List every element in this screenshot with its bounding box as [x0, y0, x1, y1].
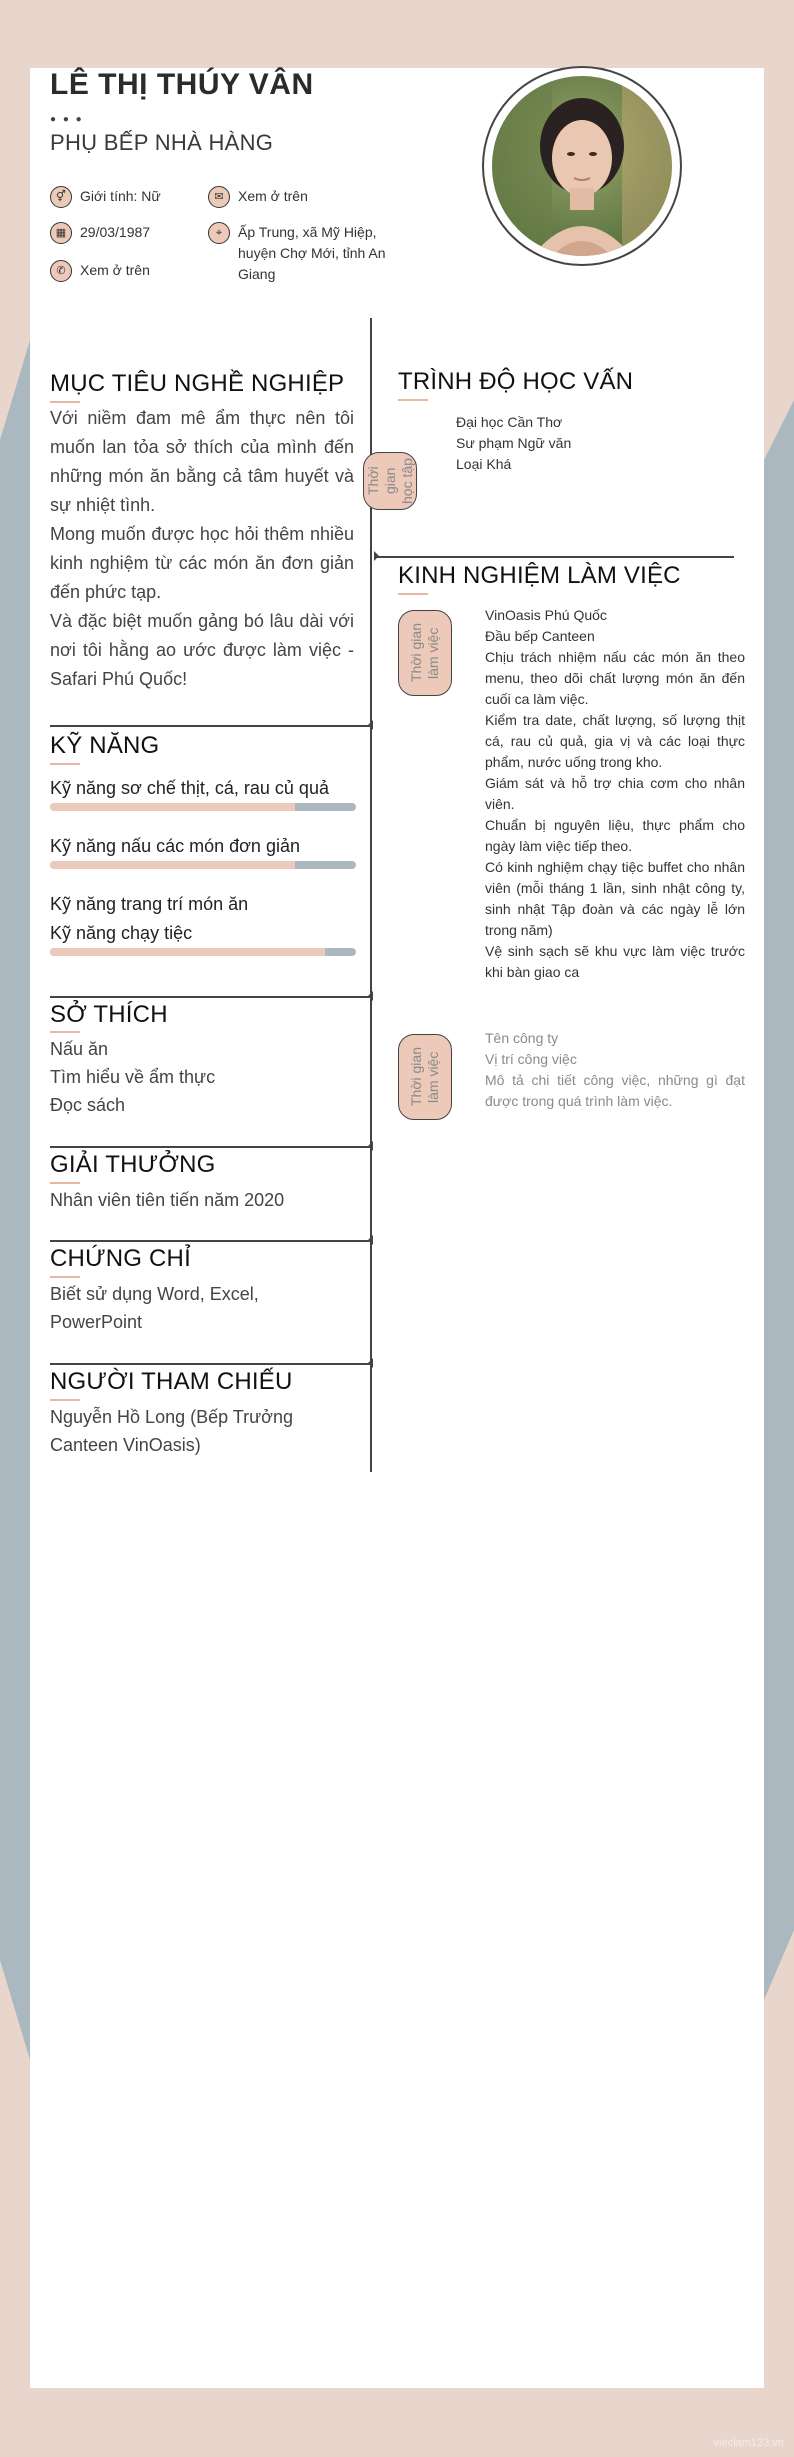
- avatar: [482, 66, 682, 266]
- awards-text: Nhân viên tiên tiến năm 2020: [50, 1190, 285, 1210]
- email-text[interactable]: Xem ở trên: [238, 188, 308, 204]
- calendar-icon: ▦: [50, 222, 72, 244]
- job-time-label: Thời gian làm việc: [408, 1047, 441, 1107]
- objective-underline: [50, 401, 80, 403]
- hobbies-title: SỞ THÍCH: [50, 1001, 168, 1028]
- hobby-item: Đọc sách: [50, 1095, 126, 1115]
- skill-label: Kỹ năng sơ chế thịt, cá, rau củ quả: [50, 778, 329, 798]
- certificates-underline: [50, 1276, 80, 1278]
- job-position: Đầu bếp Canteen: [485, 628, 595, 644]
- objective-paragraph: Với niềm đam mê ẩm thực nên tôi muốn lan tỏa sở thích của mình đến những món ăn bằng cả tâm huyết và sự nhiệt tình.: [50, 408, 354, 515]
- skills-title: KỸ NĂNG: [50, 732, 160, 759]
- email-info: [208, 186, 308, 208]
- education-time-tag[interactable]: [363, 452, 417, 510]
- job-position: Vị trí công việc: [485, 1051, 577, 1067]
- objective-paragraph: Mong muốn được học hỏi thêm nhiều kinh nghiệm từ các món ăn đơn giản đến phức tạp.: [50, 524, 354, 602]
- divider-arrow: [368, 720, 373, 730]
- education-time-label: Thời gian học tập: [364, 458, 415, 504]
- divider-arrow: [368, 1358, 373, 1368]
- education-underline: [398, 399, 428, 401]
- awards-title: GIẢI THƯỞNG: [50, 1151, 216, 1178]
- certificates-title: CHỨNG CHỈ: [50, 1245, 191, 1272]
- phone-text[interactable]: Xem ở trên: [80, 262, 150, 278]
- email-icon: ✉: [208, 186, 230, 208]
- address-info: [208, 222, 418, 285]
- section-divider: [50, 1363, 372, 1365]
- skill-label: Kỹ năng trang trí món ăn: [50, 894, 249, 914]
- skill-bar-fill: [50, 803, 295, 811]
- job-detail-item: Giám sát và hỗ trợ chia cơm cho nhân viên.: [485, 775, 745, 812]
- profile-photo: [492, 76, 672, 256]
- hobby-item: Tìm hiểu về ẩm thực: [50, 1067, 216, 1087]
- address-text: Ấp Trung, xã Mỹ Hiệp, huyện Chợ Mới, tỉnh An Giang: [238, 224, 386, 282]
- phone-info: [50, 260, 150, 282]
- hobbies-underline: [50, 1031, 80, 1033]
- candidate-name: LÊ THỊ THÚY VÂN: [50, 68, 314, 101]
- job-time-tag[interactable]: [398, 1034, 452, 1120]
- skill-bar: [50, 948, 356, 956]
- job-details: [485, 1028, 745, 1112]
- skill-label: Kỹ năng chạy tiệc: [50, 923, 193, 943]
- references-title: NGƯỜI THAM CHIẾU: [50, 1368, 293, 1395]
- decor-dots: ● ● ●: [50, 114, 84, 125]
- birthday-text: 29/03/1987: [80, 224, 151, 240]
- skill-bar: [50, 803, 356, 811]
- hobbies-list: [50, 1035, 215, 1119]
- job-details: [485, 605, 745, 983]
- education-school: Đại học Cần Thơ: [456, 414, 563, 430]
- education-grade: Loại Khá: [456, 456, 512, 472]
- birthday-info: [50, 222, 150, 244]
- skill-bar: [50, 861, 356, 869]
- divider-arrow: [368, 1141, 373, 1151]
- awards-underline: [50, 1182, 80, 1184]
- divider-arrow: [368, 1235, 373, 1245]
- location-icon: ⌖: [208, 222, 230, 244]
- job-detail-item: Vệ sinh sạch sẽ khu vực làm việc trước khi bàn giao ca: [485, 943, 745, 980]
- section-divider: [50, 1146, 372, 1148]
- gender-icon: ⚥: [50, 186, 72, 208]
- section-divider: [50, 1240, 372, 1242]
- job-title: PHỤ BẾP NHÀ HÀNG: [50, 130, 274, 155]
- job-detail-item: Chịu trách nhiệm nấu các món ăn theo menu, theo dõi chất lượng món ăn đến cuối ca làm việc.: [485, 649, 745, 707]
- job-company: Tên công ty: [485, 1030, 559, 1046]
- experience-title: KINH NGHIỆM LÀM VIỆC: [398, 562, 681, 589]
- skill-bar-fill: [50, 861, 295, 869]
- education-details: [456, 412, 716, 475]
- watermark: vieclam123.vn: [713, 2437, 784, 2449]
- job-detail-item: Chuẩn bị nguyên liệu, thực phẩm cho ngày làm việc tiếp theo.: [485, 817, 745, 854]
- job-detail-item: Có kinh nghiệm chạy tiệc buffet cho nhân viên (mỗi tháng 1 lần, sinh nhật công ty, sinh nhật Tập đoàn và các ngày lễ lớn trong năm): [485, 859, 745, 938]
- education-major: Sư phạm Ngữ văn: [456, 435, 572, 451]
- objective-paragraph: Và đặc biệt muốn gảng bó lâu dài với nơi tôi hằng ao ước được làm việc - Safari Phú Quốc!: [50, 611, 354, 689]
- objective-title: MỤC TIÊU NGHỀ NGHIỆP: [50, 370, 345, 397]
- skills-underline: [50, 763, 80, 765]
- references-text: Nguyễn Hồ Long (Bếp Trưởng Canteen VinOasis): [50, 1407, 293, 1455]
- gender-info: [50, 186, 161, 208]
- references-underline: [50, 1399, 80, 1401]
- skill-bar-fill: [50, 948, 325, 956]
- section-divider: [50, 996, 372, 998]
- job-time-label: Thời gian làm việc: [408, 623, 441, 683]
- resume-page: [30, 68, 764, 2388]
- hobby-item: Nấu ăn: [50, 1039, 109, 1059]
- job-detail-item: Mô tả chi tiết công việc, những gì đạt được trong quá trình làm việc.: [485, 1072, 745, 1109]
- education-title: TRÌNH ĐỘ HỌC VẤN: [398, 368, 634, 395]
- experience-underline: [398, 593, 428, 595]
- job-company: VinOasis Phú Quốc: [485, 607, 607, 623]
- objective-text: [50, 404, 354, 694]
- job-detail-item: Kiểm tra date, chất lượng, số lượng thịt cá, rau củ quả, gia vị và các loại thực phẩm, nước uống trong kho.: [485, 712, 745, 770]
- phone-icon: ✆: [50, 260, 72, 282]
- job-time-tag[interactable]: [398, 610, 452, 696]
- divider-arrow: [368, 991, 373, 1001]
- skill-label: Kỹ năng nấu các món đơn giản: [50, 836, 300, 856]
- gender-text: Giới tính: Nữ: [80, 188, 161, 204]
- divider-arrow: [374, 551, 379, 561]
- section-divider: [50, 725, 372, 727]
- certificates-text: Biết sử dụng Word, Excel, PowerPoint: [50, 1284, 259, 1332]
- section-divider: [374, 556, 734, 558]
